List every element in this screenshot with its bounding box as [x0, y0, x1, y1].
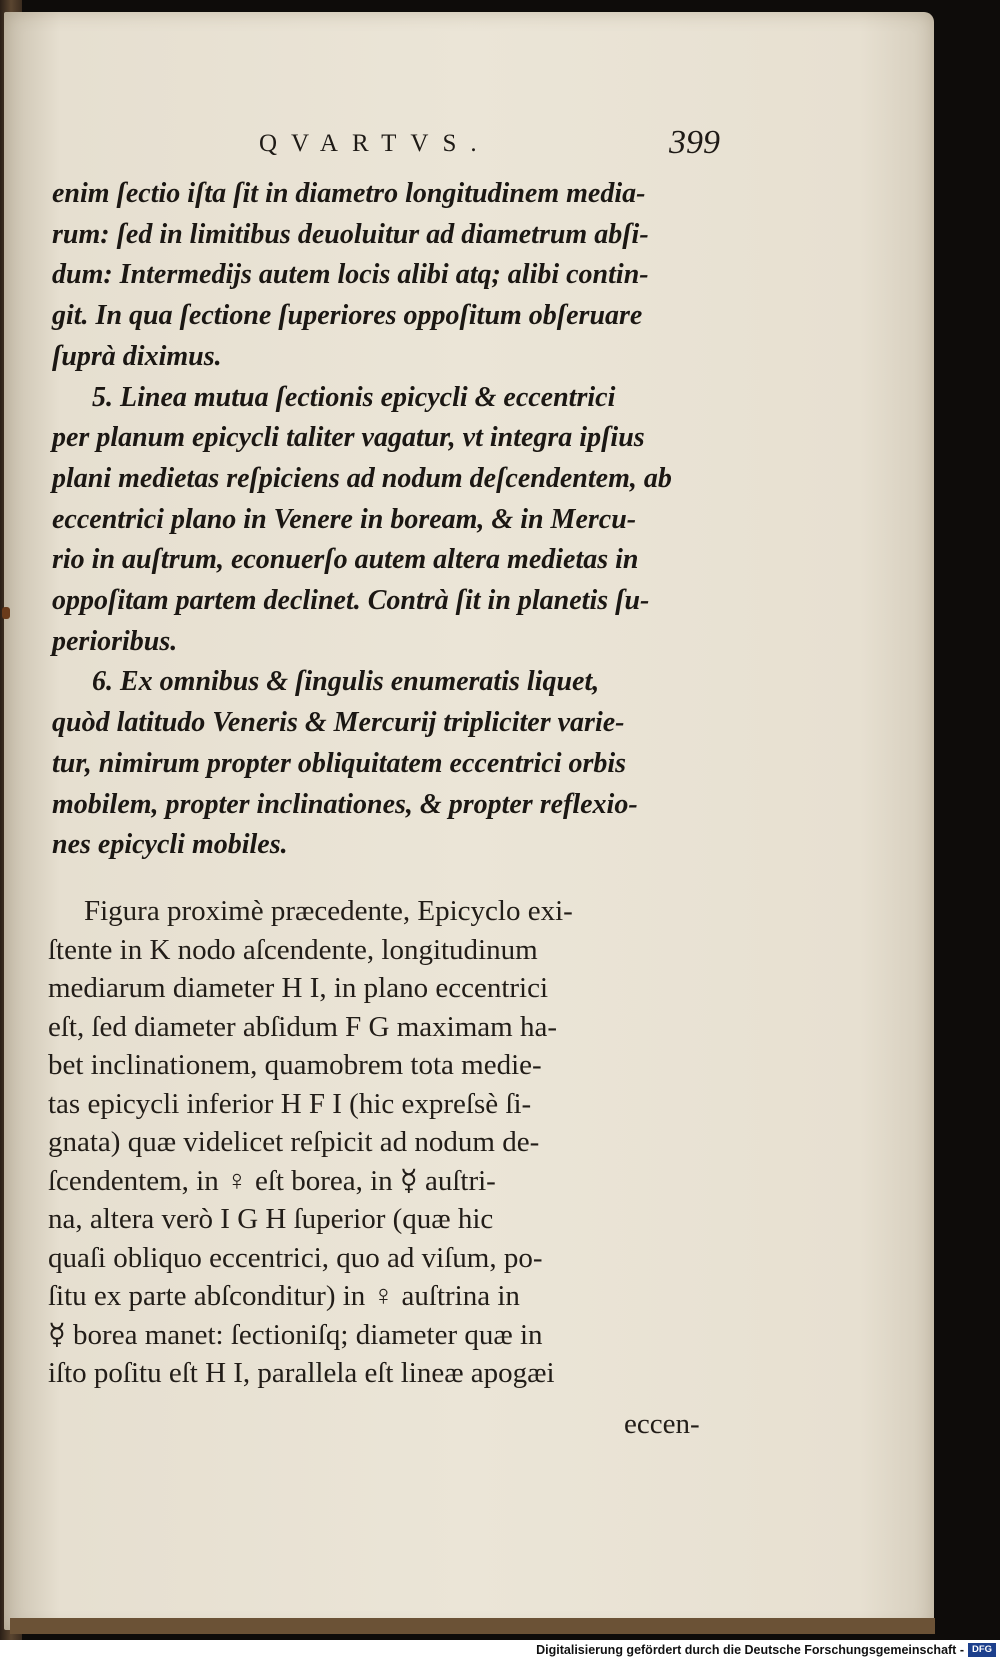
- text-line: ſuprà diximus.: [52, 340, 222, 372]
- text-line: eſt, ſed diameter abſidum F G maximam ha-: [48, 1010, 557, 1043]
- text-line: dum: Intermedijs autem locis alibi atq; alibi contin-: [52, 259, 649, 291]
- text-line: Figura proximè præcedente, Epicyclo exi-: [84, 895, 573, 927]
- text-line: bet inclinationem, quamobrem tota medie-: [48, 1049, 542, 1081]
- text-line: quòd latitudo Veneris & Mercurij tripliciter varie-: [52, 707, 625, 739]
- text-line: per planum epicycli taliter vagatur, vt integra ipſius: [52, 422, 645, 454]
- text-line: mediarum diameter H I, in plano eccentrici: [48, 972, 549, 1004]
- text-line: enim ſectio iſta ſit in diametro longitudinem media-: [52, 178, 646, 209]
- text-line: tur, nimirum propter obliquitatem eccentrici orbis: [52, 747, 627, 779]
- italic-text-block: [52, 174, 732, 866]
- text-line: ſcendentem, in ♀ eſt borea, in ☿ auſtri-: [48, 1164, 496, 1197]
- text-line: nes epicycli mobiles.: [52, 829, 288, 861]
- text-line: gnata) quæ videlicet reſpicit ad nodum de-: [48, 1126, 540, 1158]
- book-page: [4, 12, 934, 1630]
- text-line: iſto poſitu eſt H I, parallela eſt lineæ apogæi: [48, 1357, 555, 1389]
- text-line: 6. Ex omnibus & ſingulis enumeratis liquet,: [92, 666, 600, 698]
- page-header: [259, 124, 729, 170]
- text-line: rio in auſtrum, econuerſo autem altera medietas in: [52, 544, 639, 576]
- text-line: ſtente in K nodo aſcendente, longitudinum: [48, 933, 538, 966]
- footer-bar: [0, 1640, 1000, 1662]
- text-line: ſitu ex parte abſconditur) in ♀ auſtrina in: [48, 1280, 520, 1312]
- text-line: ☿ borea manet: ſectioniſq; diameter quæ in: [48, 1318, 543, 1351]
- roman-text-block: [48, 892, 738, 1393]
- margin-mark: [2, 607, 10, 619]
- page-number: 399: [669, 124, 720, 161]
- text-line: tas epicycli inferior H F I (hic expreſsè ſi-: [48, 1087, 532, 1120]
- text-line: rum: ſed in limitibus deuoluitur ad diametrum abſi-: [52, 218, 649, 250]
- text-line: plani medietas reſpiciens ad nodum deſcendentem, ab: [52, 462, 672, 494]
- running-head: QVARTVS.: [259, 130, 491, 157]
- footer-credit: Digitalisierung gefördert durch die Deutsche Forschungsgemeinschaft -: [536, 1643, 964, 1657]
- text-line: quaſi obliquo eccentrici, quo ad viſum, po-: [48, 1241, 543, 1274]
- dfg-logo: DFG: [968, 1643, 996, 1657]
- text-line: 5. Linea mutua ſectionis epicycli & eccentrici: [92, 381, 616, 413]
- text-line: perioribus.: [52, 625, 178, 657]
- text-line: mobilem, propter inclinationes, & propter reflexio-: [52, 788, 638, 820]
- text-line: git. In qua ſectione ſuperiores oppoſitum obſeruare: [52, 300, 643, 332]
- text-line: oppoſitam partem declinet. Contrà ſit in planetis ſu-: [52, 585, 650, 617]
- catchword: eccen-: [624, 1408, 700, 1440]
- page-edge: [10, 1618, 935, 1634]
- text-line: eccentrici plano in Venere in boream, & in Mercu-: [52, 503, 637, 535]
- text-line: na, altera verò I G H ſuperior (quæ hic: [48, 1203, 494, 1235]
